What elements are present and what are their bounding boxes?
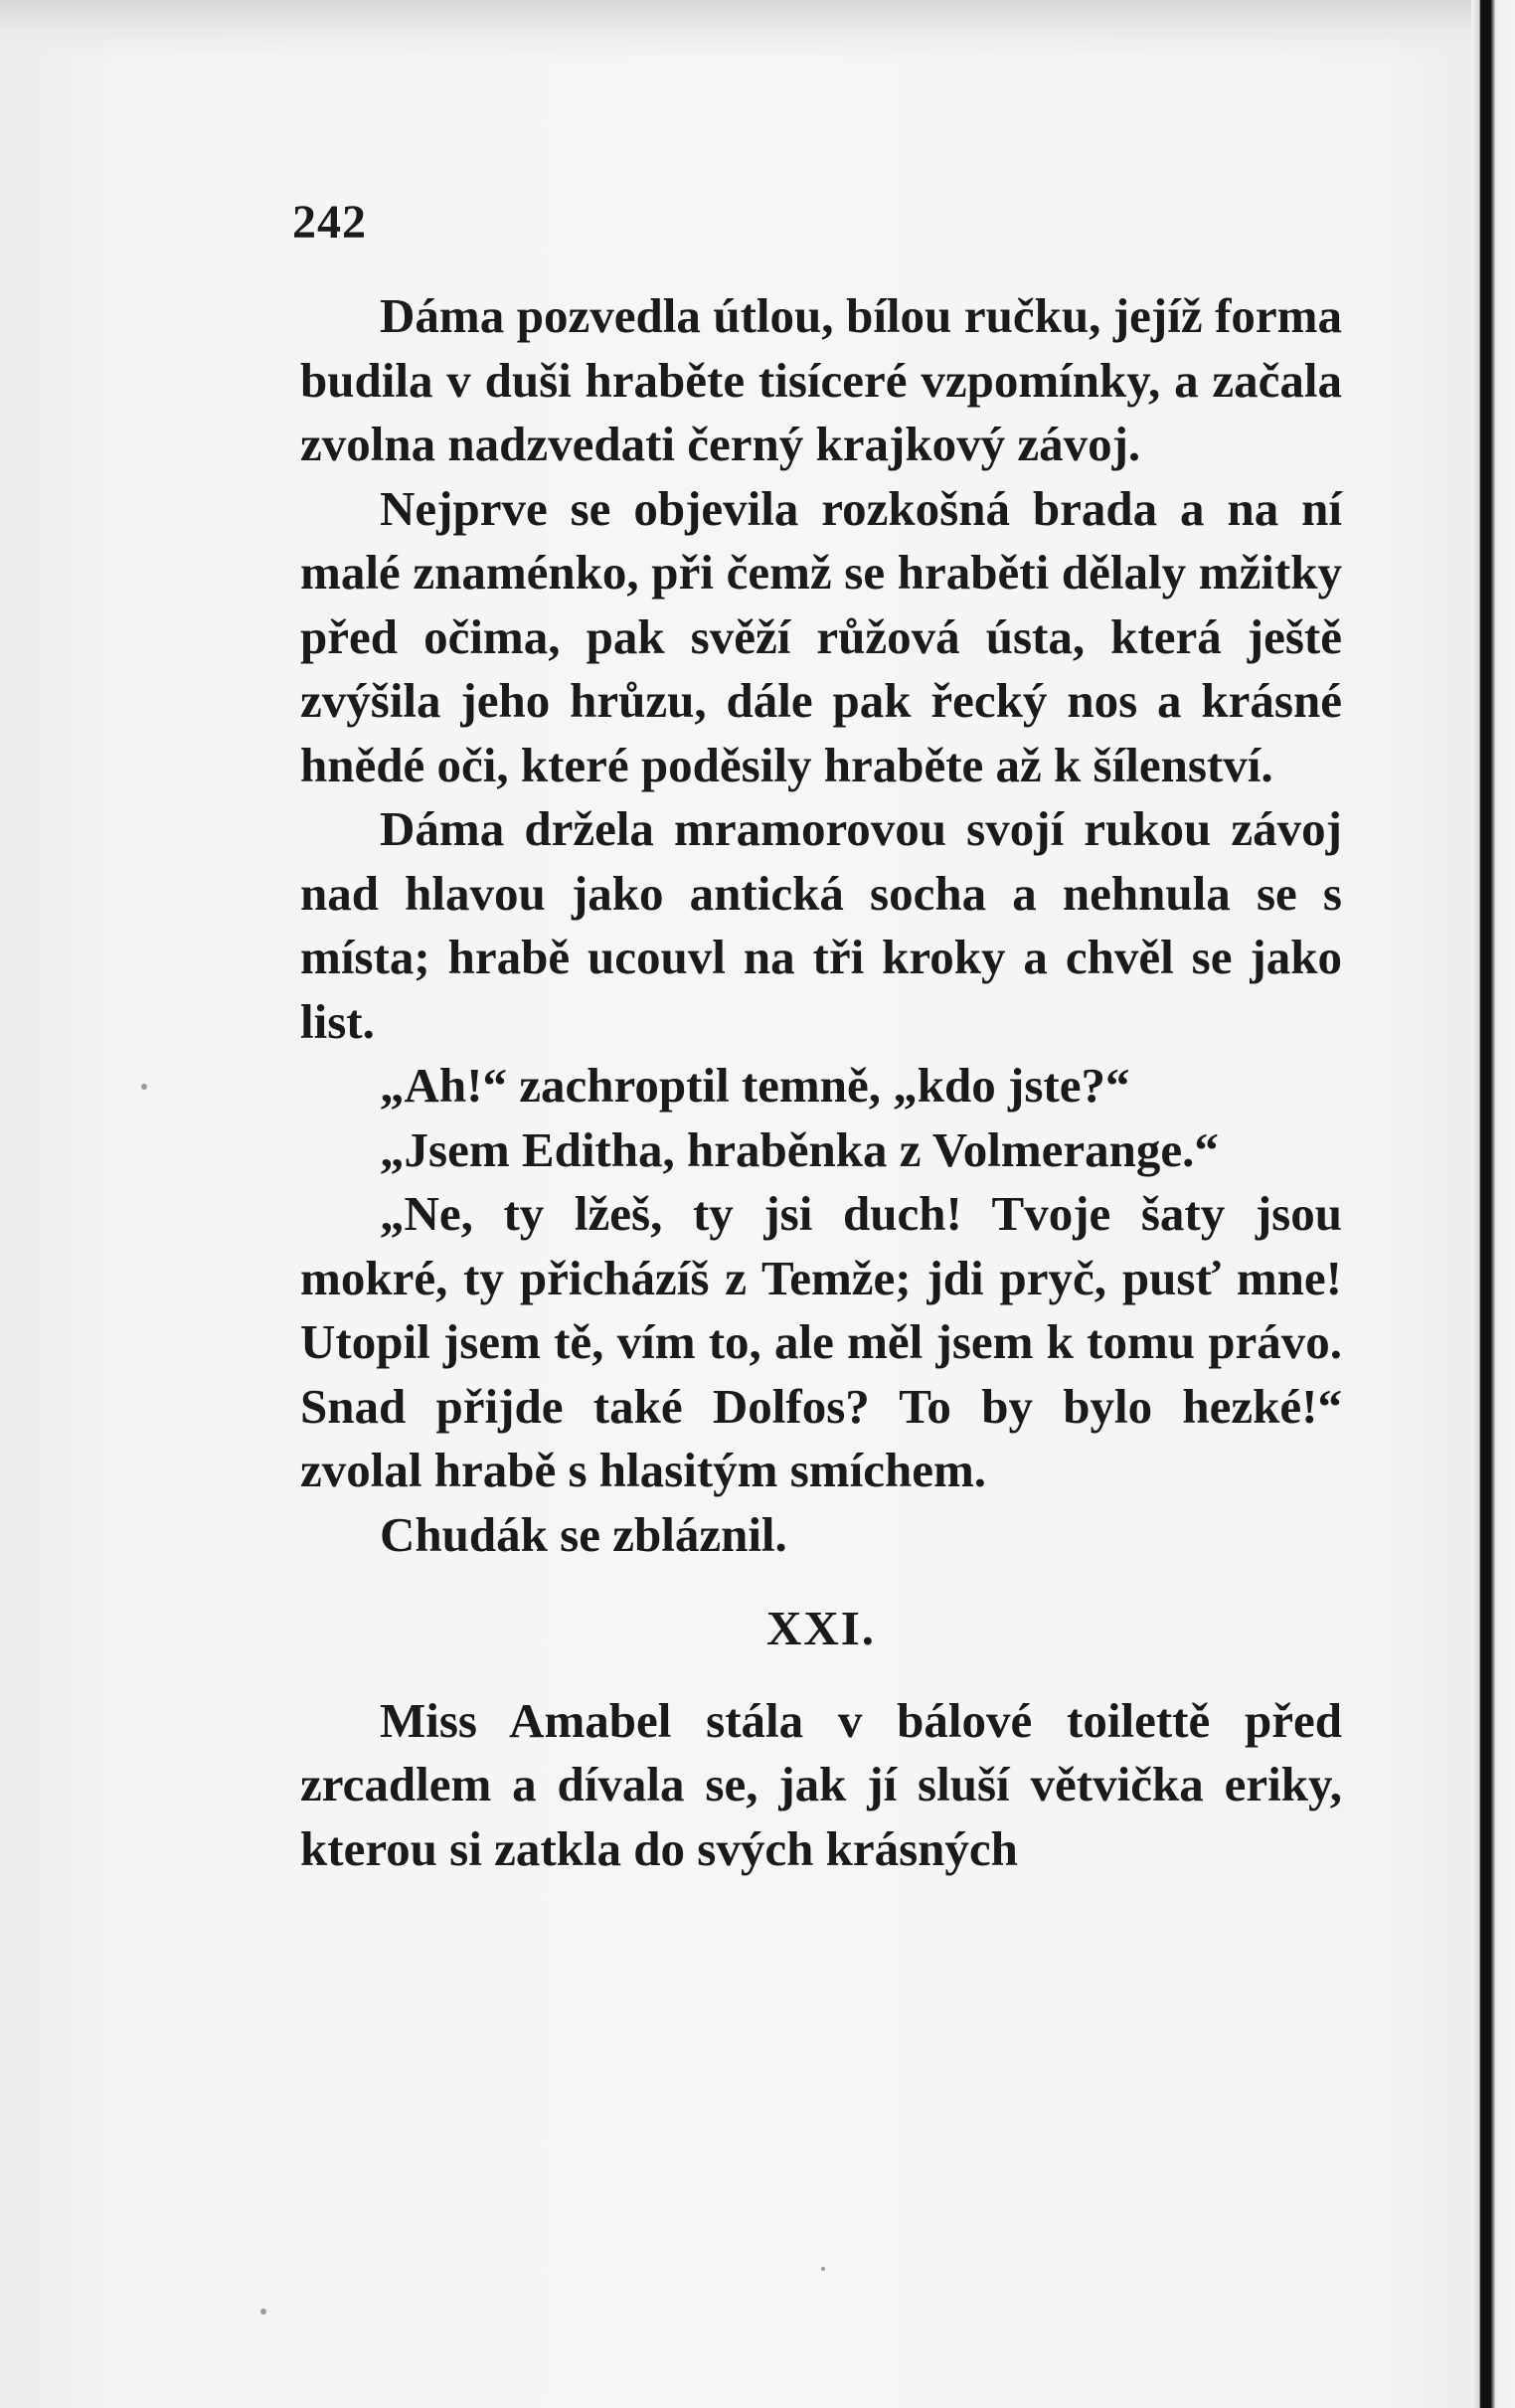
paragraph: Miss Amabel stála v bálové toilettě před zrcadlem a dívala se, jak jí sluší větvička eriky, kterou si zatkla do svých krásných — [300, 1692, 1342, 1876]
paper-speck — [141, 1084, 147, 1090]
paragraph: Nejprve se objevila rozkošná brada a na ní malé znaménko, při čemž se hraběti dělaly mžitky před očima, pak svěží růžová ústa, která ještě zvýšila jeho hrůzu, dále pak řecký nos a krásné hnědé oči, které poděsily hraběte až k šílenství. — [300, 480, 1342, 792]
paragraph: „Jsem Editha, hraběnka z Volmerange.“ — [380, 1121, 1219, 1177]
paper-speck — [821, 2267, 825, 2271]
paragraph: Chudák se zbláznil. — [380, 1506, 787, 1562]
page-top-shadow — [0, 0, 1471, 60]
page-number: 242 — [292, 196, 367, 249]
paragraph: „Ah!“ zachroptil temně, „kdo jste?“ — [380, 1058, 1130, 1113]
page-binding-edge — [1471, 0, 1515, 2408]
paper-speck — [260, 2309, 266, 2315]
paragraph: Dáma držela mramorovou svojí rukou závoj nad hlavou jako antická socha a nehnula se s místa; hrabě ucouvl na tři kroky a chvěl se jako list. — [300, 801, 1342, 1049]
paragraph: Dáma pozvedla útlou, bílou ručku, jejíž forma budila v duši hraběte tisíceré vzpomínky, a začala zvolna nadzvedati černý krajkový závoj. — [300, 288, 1342, 471]
chapter-heading: XXI. — [765, 1601, 877, 1655]
paragraph: „Ne, ty lžeš, ty jsi duch! Tvoje šaty jsou mokré, ty přicházíš z Temže; jdi pryč, pusť mne! Utopil jsem tě, vím to, ale měl jsem k tomu právo. Snad přijde také Dolfos? To by bylo hezké!“ zvolal hrabě s hlasitým smíchem. — [300, 1186, 1342, 1497]
page-text — [300, 284, 1342, 1881]
